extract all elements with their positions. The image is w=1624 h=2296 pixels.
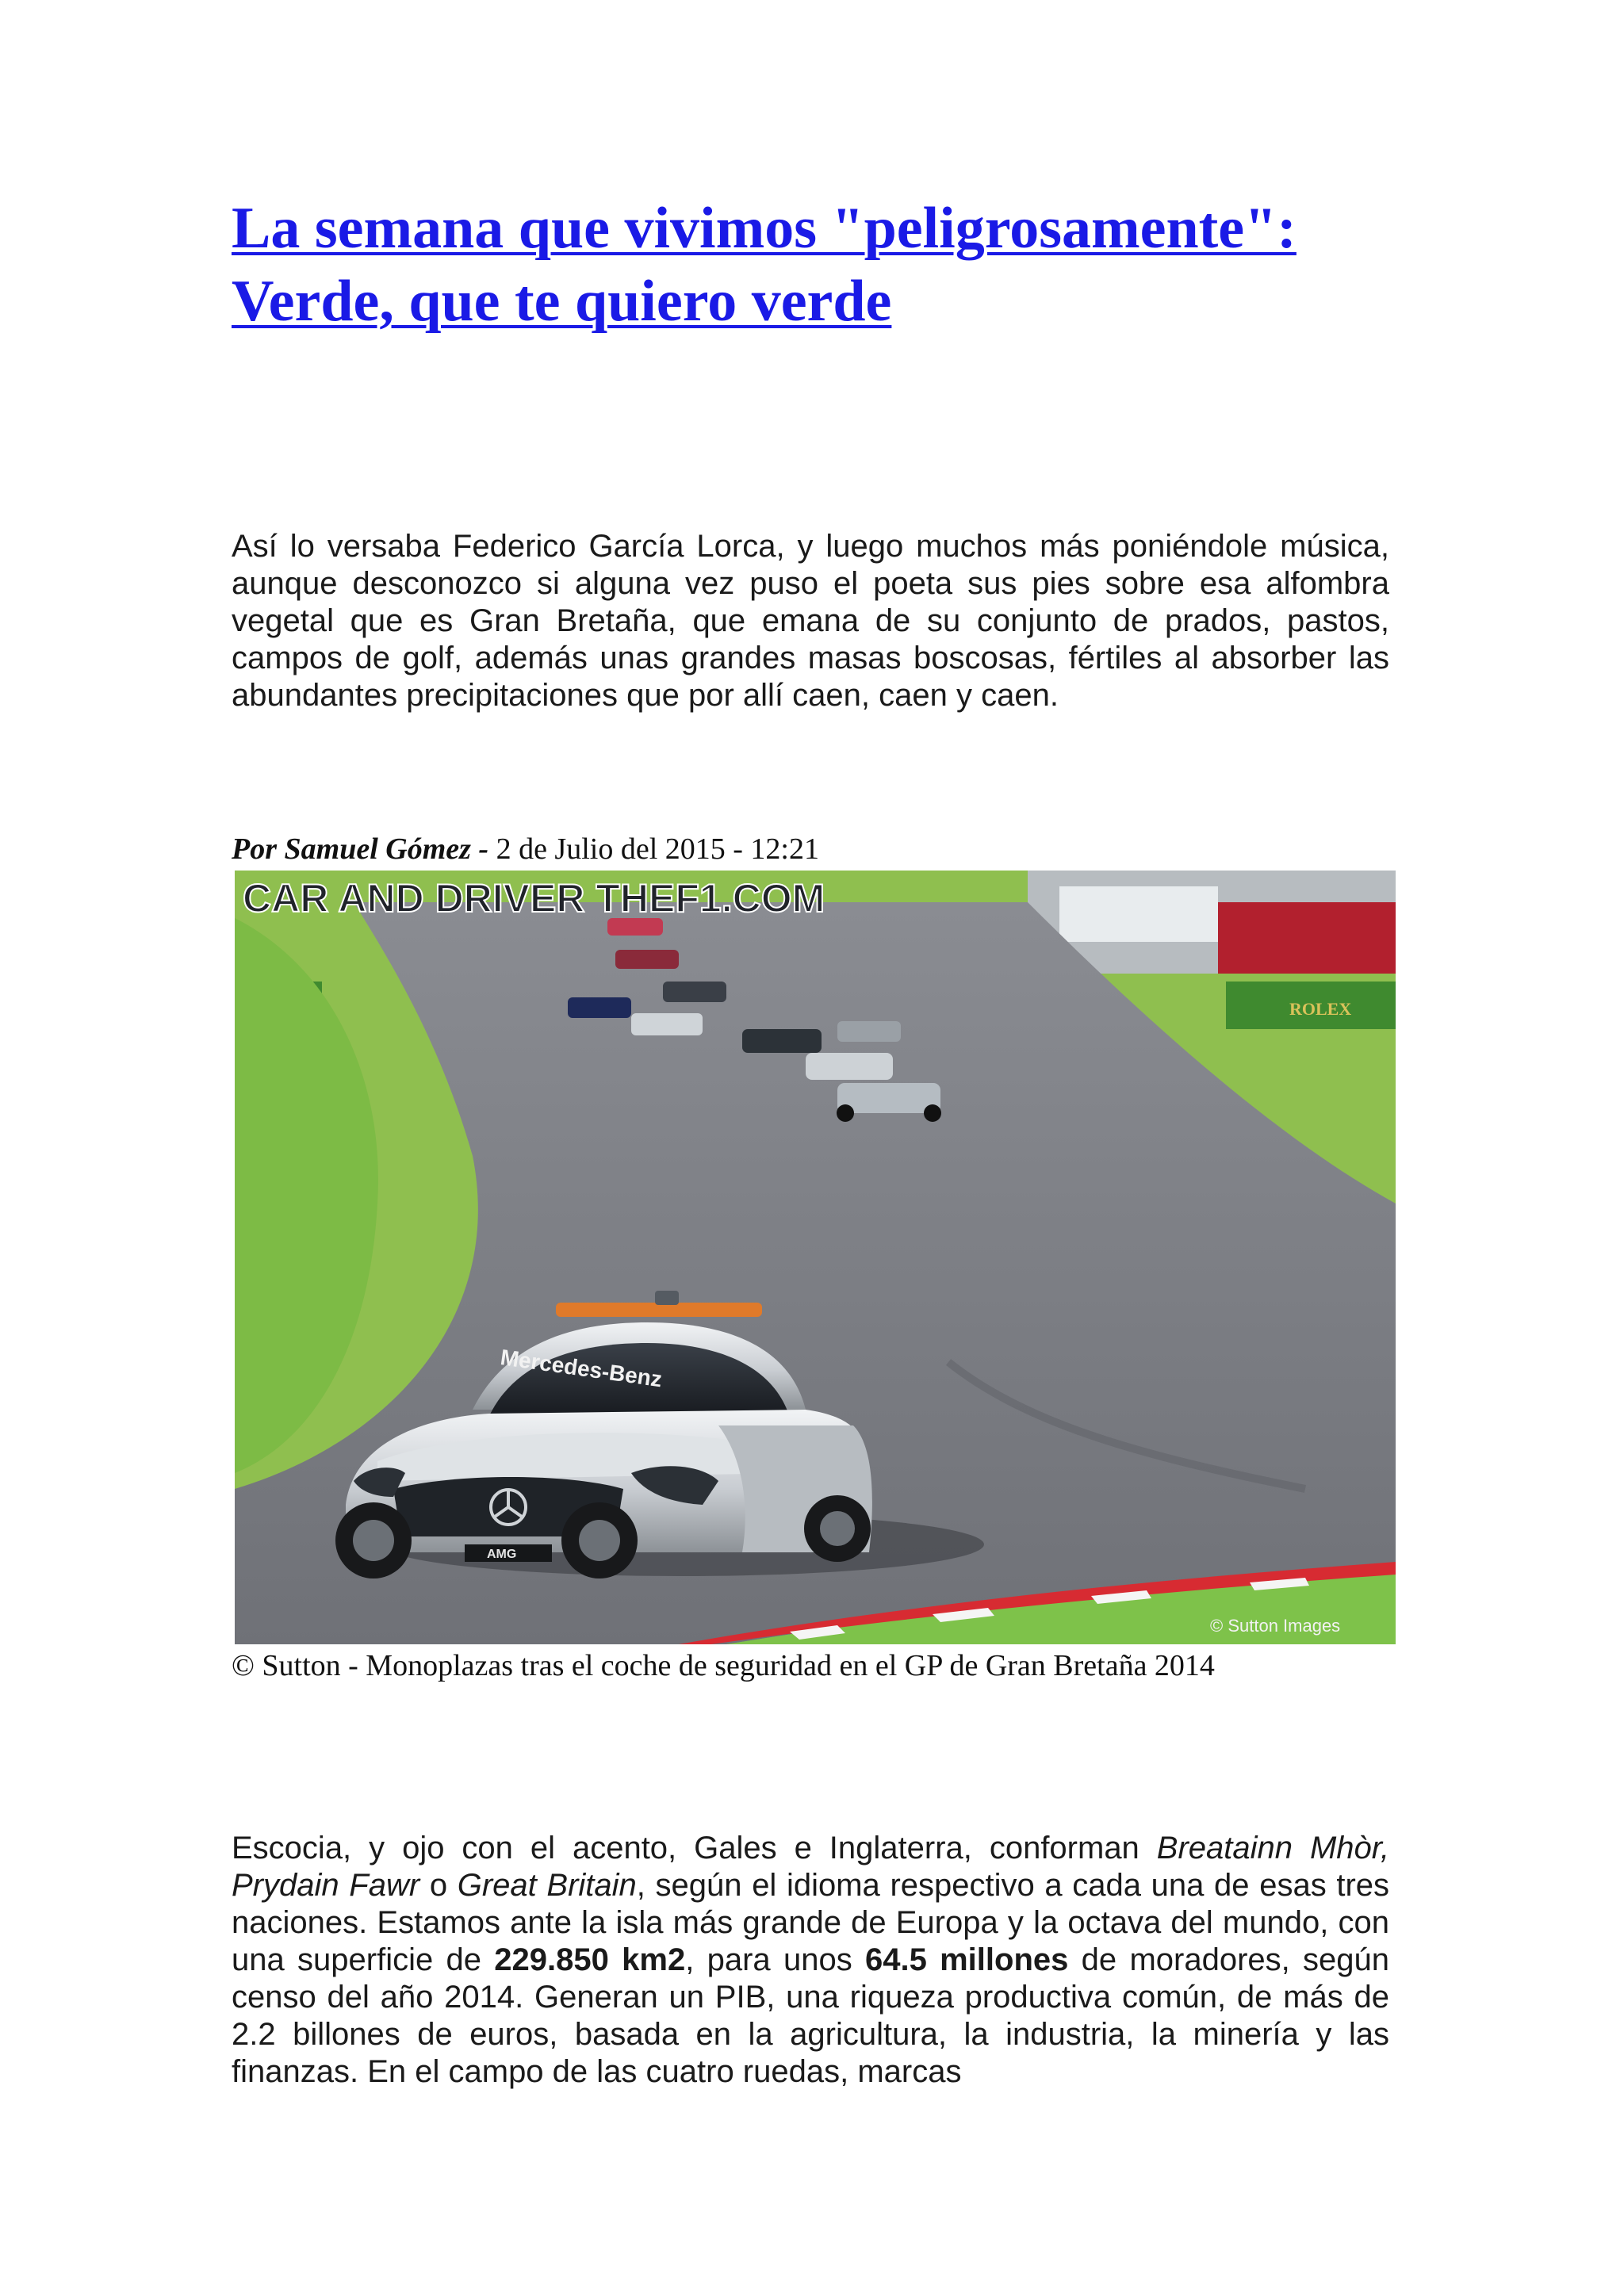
article-body <box>232 1830 1389 2091</box>
ad-board-text: ROLEX <box>1289 999 1352 1019</box>
svg-text:AMG: AMG <box>487 1548 517 1561</box>
article-photo <box>235 871 1396 1644</box>
body-italic-1: Breatainn Mhòr, Prydain Fawr <box>232 1831 1389 1903</box>
body-text-2: o <box>419 1868 458 1903</box>
photo-caption: © Sutton - Monoplazas tras el coche de seguridad en el GP de Gran Bretaña 2014 <box>232 1649 1215 1682</box>
body-italic-2: Great Britain <box>457 1868 637 1903</box>
body-text-4: , para unos <box>685 1942 865 1977</box>
watermark-sutton: © Sutton Images <box>1210 1616 1341 1636</box>
byline-date: 2 de Julio del 2015 - 12:21 <box>488 832 819 866</box>
byline-author: Por Samuel Gómez - <box>232 832 489 866</box>
barrier-red <box>1218 902 1396 974</box>
windshield-text: Mercedes-Benz <box>499 1345 664 1392</box>
body-bold-population: 64.5 millones <box>864 1942 1069 1977</box>
watermark-car-and-driver: CAR AND DRIVER THEF1.COM <box>243 876 825 920</box>
article-title-link[interactable]: La semana que vivimos "peligrosamente": Verde, que te quiero verde <box>232 196 1297 334</box>
article-byline <box>232 831 819 867</box>
body-text-3: , según el idioma respectivo a cada una de esas tres naciones. Estamos ante la isla más grande de Europa y la octava del mundo, con una superficie de <box>232 1868 1390 1977</box>
body-text-1: Escocia, y ojo con el acento, Gales e Inglaterra, conforman <box>232 1831 1157 1866</box>
body-text-5: de moradores, según censo del año 2014. Generan un PIB, una riqueza productiva común, de más de 2.2 billones de euros, basada en la agricultura, la industria, la minería y las finanzas. En el campo de las cuatro ruedas, marcas <box>232 1942 1390 2089</box>
article-title <box>232 192 1358 338</box>
article-lead: Así lo versaba Federico García Lorca, y luego muchos más poniéndole música, aunque desconozco si alguna vez puso el poeta sus pies sobre esa alfombra vegetal que es Gran Bretaña, que emana de su conjunto de prados, pastos, campos de golf, además unas grandes masas boscosas, fértiles al absorber las abundantes precipitaciones que por allí caen, caen y caen. <box>232 529 1389 713</box>
safety-car-photo <box>235 871 1396 1644</box>
body-bold-area: 229.850 km2 <box>494 1942 686 1977</box>
barrier-white <box>1059 886 1218 942</box>
